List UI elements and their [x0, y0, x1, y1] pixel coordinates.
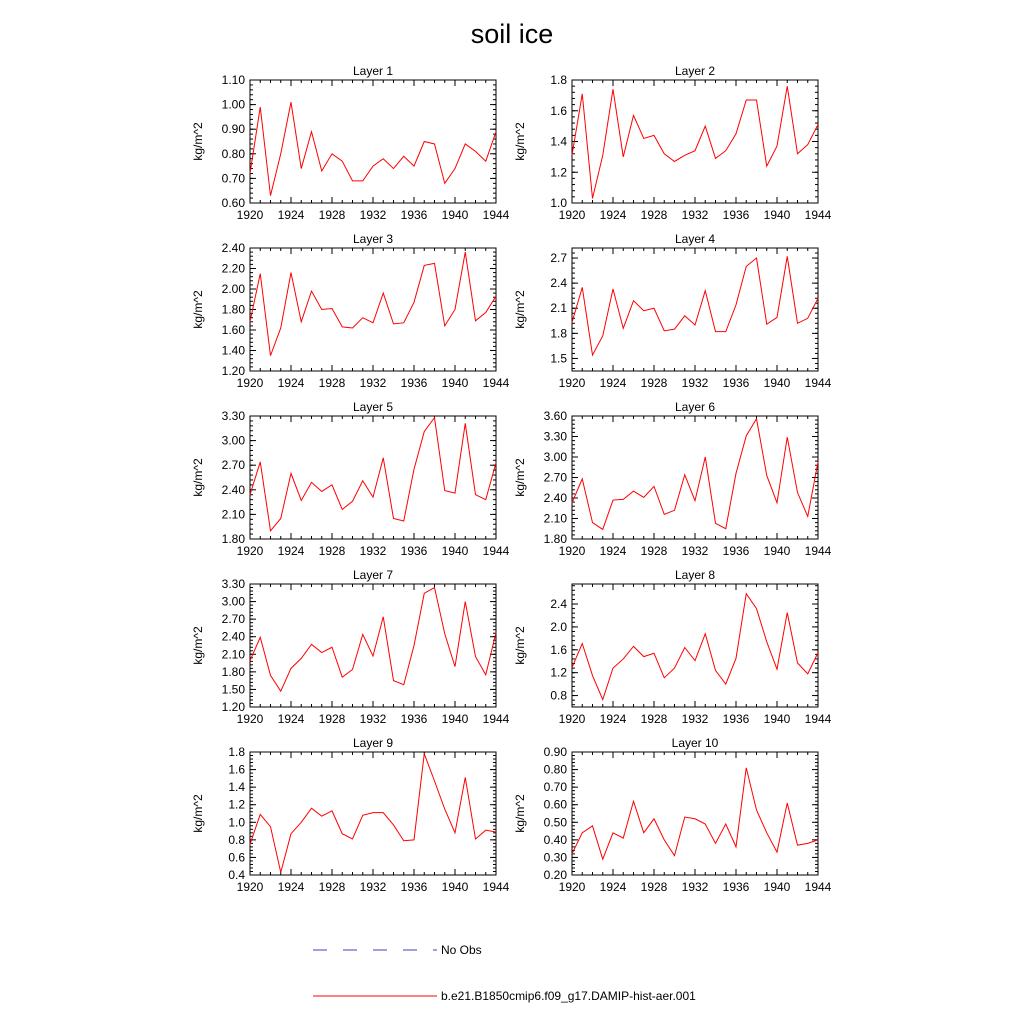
y-tick-label: 2.4 [550, 597, 567, 612]
y-axis-label-2: kg/m^2 [513, 122, 527, 161]
series-line-layer-2 [572, 86, 818, 198]
y-tick-label: 1.8 [228, 745, 245, 759]
x-tick-label: 1936 [722, 712, 750, 726]
panel-title-5: Layer 5 [352, 400, 394, 414]
x-tick-label: 1924 [277, 712, 305, 726]
series-line-layer-8 [572, 594, 818, 700]
x-tick-label: 1932 [681, 880, 709, 894]
y-tick-label: 1.8 [550, 73, 567, 87]
legend-label-model-run: b.e21.B1850cmip6.f09_g17.DAMIP-hist-aer.001 [441, 989, 696, 1003]
x-tick-label: 1936 [400, 712, 428, 726]
panel-layer-7 [191, 568, 510, 726]
y-tick-label: 2.10 [543, 511, 567, 526]
y-tick-label: 0.8 [228, 832, 245, 847]
y-tick-label: 0.90 [543, 745, 567, 759]
x-tick-label: 1932 [359, 880, 387, 894]
x-tick-label: 1932 [359, 376, 387, 390]
y-tick-label: 2.70 [221, 458, 245, 473]
y-tick-label: 3.60 [543, 409, 567, 423]
panel-title-1: Layer 1 [352, 64, 394, 78]
x-tick-label: 1944 [804, 208, 832, 222]
x-tick-label: 1944 [482, 880, 510, 894]
y-axis-label-4: kg/m^2 [513, 290, 527, 329]
x-tick-label: 1928 [640, 208, 668, 222]
y-tick-label: 0.80 [543, 762, 567, 777]
y-tick-label: 1.50 [221, 682, 245, 697]
y-tick-label: 0.90 [221, 122, 245, 137]
series-line-layer-7 [250, 588, 496, 692]
y-tick-label: 1.20 [221, 364, 245, 378]
panel-title-8: Layer 8 [674, 568, 716, 582]
x-tick-label: 1940 [763, 880, 791, 894]
x-tick-label: 1936 [722, 880, 750, 894]
x-tick-label: 1928 [640, 544, 668, 558]
y-axis-label-7: kg/m^2 [191, 626, 205, 665]
plot-frame-1 [250, 80, 496, 203]
x-tick-label: 1928 [640, 376, 668, 390]
y-tick-label: 0.70 [543, 780, 567, 795]
y-tick-label: 1.6 [228, 762, 245, 777]
y-tick-label: 1.6 [550, 642, 567, 657]
y-tick-label: 0.4 [228, 868, 245, 882]
x-tick-label: 1920 [558, 880, 586, 894]
y-tick-label: 2.40 [221, 482, 245, 497]
series-line-layer-10 [572, 768, 818, 859]
x-tick-label: 1940 [763, 376, 791, 390]
y-axis-label-1: kg/m^2 [191, 122, 205, 161]
y-tick-label: 0.50 [543, 815, 567, 830]
x-tick-label: 1940 [763, 544, 791, 558]
x-tick-label: 1932 [681, 712, 709, 726]
x-tick-label: 1924 [599, 880, 627, 894]
y-tick-label: 0.20 [543, 868, 567, 882]
y-tick-label: 1.20 [221, 700, 245, 714]
plot-frame-7 [250, 584, 496, 707]
series-line-layer-1 [250, 102, 496, 195]
x-tick-label: 1940 [441, 712, 469, 726]
series-line-layer-9 [250, 754, 496, 873]
y-tick-label: 2.10 [221, 507, 245, 522]
panel-layer-8 [513, 568, 832, 726]
x-tick-label: 1928 [640, 880, 668, 894]
y-tick-label: 2.10 [221, 647, 245, 662]
y-tick-label: 1.40 [221, 343, 245, 358]
panel-layer-2 [513, 64, 832, 222]
plot-frame-10 [572, 752, 818, 875]
plot-frame-5 [250, 416, 496, 539]
x-tick-label: 1928 [318, 376, 346, 390]
panel-title-6: Layer 6 [674, 400, 716, 414]
y-tick-label: 1.4 [228, 780, 245, 795]
x-tick-label: 1932 [359, 544, 387, 558]
x-tick-label: 1920 [558, 376, 586, 390]
y-tick-label: 2.20 [221, 261, 245, 276]
legend [313, 943, 696, 1003]
panel-title-7: Layer 7 [352, 568, 394, 582]
y-tick-label: 3.00 [543, 450, 567, 464]
y-axis-label-6: kg/m^2 [513, 458, 527, 497]
panel-layer-4 [513, 232, 832, 390]
x-tick-label: 1932 [681, 376, 709, 390]
y-tick-label: 1.80 [543, 532, 567, 546]
x-tick-label: 1924 [599, 208, 627, 222]
panel-title-4: Layer 4 [674, 232, 716, 246]
y-tick-label: 1.6 [550, 103, 567, 118]
y-tick-label: 2.70 [221, 612, 245, 627]
y-tick-label: 3.30 [221, 577, 245, 591]
y-tick-label: 2.40 [221, 241, 245, 255]
y-tick-label: 2.0 [550, 619, 567, 634]
x-tick-label: 1924 [599, 376, 627, 390]
x-tick-label: 1932 [681, 544, 709, 558]
legend-label-no-obs: No Obs [441, 943, 482, 957]
y-tick-label: 1.00 [221, 97, 245, 112]
panel-title-3: Layer 3 [352, 232, 394, 246]
y-axis-label-10: kg/m^2 [513, 794, 527, 833]
x-tick-label: 1920 [236, 712, 264, 726]
y-tick-label: 1.80 [221, 302, 245, 317]
x-tick-label: 1920 [236, 880, 264, 894]
x-tick-label: 1932 [359, 208, 387, 222]
y-tick-label: 1.4 [550, 134, 567, 149]
y-tick-label: 2.70 [543, 470, 567, 485]
y-tick-label: 1.2 [550, 165, 567, 180]
y-tick-label: 3.30 [543, 429, 567, 444]
x-tick-label: 1928 [318, 208, 346, 222]
y-tick-label: 0.8 [550, 688, 567, 703]
x-tick-label: 1924 [599, 712, 627, 726]
y-tick-label: 2.7 [550, 251, 567, 266]
x-tick-label: 1928 [318, 544, 346, 558]
y-tick-label: 3.00 [221, 433, 245, 448]
x-tick-label: 1920 [558, 208, 586, 222]
x-tick-label: 1944 [482, 208, 510, 222]
x-tick-label: 1936 [722, 208, 750, 222]
panel-title-9: Layer 9 [352, 736, 394, 750]
x-tick-label: 1928 [318, 712, 346, 726]
y-tick-label: 1.80 [221, 664, 245, 679]
panels-grid [191, 64, 832, 894]
x-tick-label: 1932 [681, 208, 709, 222]
y-tick-label: 1.5 [550, 351, 567, 366]
x-tick-label: 1944 [804, 712, 832, 726]
y-axis-label-8: kg/m^2 [513, 626, 527, 665]
series-line-layer-3 [250, 252, 496, 356]
series-line-layer-5 [250, 418, 496, 531]
x-tick-label: 1928 [318, 880, 346, 894]
x-tick-label: 1936 [400, 376, 428, 390]
y-tick-label: 0.80 [221, 146, 245, 161]
y-tick-label: 1.0 [550, 196, 567, 210]
x-tick-label: 1924 [277, 208, 305, 222]
series-line-layer-6 [572, 419, 818, 530]
x-tick-label: 1924 [277, 376, 305, 390]
x-tick-label: 1944 [804, 376, 832, 390]
x-tick-label: 1924 [277, 880, 305, 894]
y-tick-label: 2.00 [221, 282, 245, 296]
y-tick-label: 3.30 [221, 409, 245, 423]
x-tick-label: 1924 [599, 544, 627, 558]
y-tick-label: 0.60 [543, 797, 567, 812]
y-tick-label: 0.70 [221, 171, 245, 186]
panel-layer-3 [191, 232, 510, 390]
y-tick-label: 0.60 [221, 196, 245, 210]
y-tick-label: 1.60 [221, 323, 245, 337]
x-tick-label: 1920 [558, 712, 586, 726]
panel-layer-9 [191, 736, 510, 894]
x-tick-label: 1944 [482, 544, 510, 558]
panel-layer-6 [513, 400, 832, 558]
y-axis-label-9: kg/m^2 [191, 794, 205, 833]
y-tick-label: 1.2 [550, 665, 567, 680]
panel-layer-1 [191, 64, 510, 222]
x-tick-label: 1940 [441, 544, 469, 558]
x-tick-label: 1940 [441, 880, 469, 894]
x-tick-label: 1944 [482, 376, 510, 390]
series-line-layer-4 [572, 256, 818, 355]
x-tick-label: 1936 [722, 376, 750, 390]
x-tick-label: 1932 [359, 712, 387, 726]
x-tick-label: 1944 [804, 880, 832, 894]
x-tick-label: 1920 [236, 376, 264, 390]
y-axis-label-3: kg/m^2 [191, 290, 205, 329]
panel-title-2: Layer 2 [674, 64, 716, 78]
y-tick-label: 1.80 [221, 532, 245, 546]
y-axis-label-5: kg/m^2 [191, 458, 205, 497]
plot-frame-3 [250, 248, 496, 371]
y-tick-label: 3.00 [221, 594, 245, 609]
x-tick-label: 1920 [236, 208, 264, 222]
y-tick-label: 0.40 [543, 832, 567, 847]
x-tick-label: 1940 [441, 208, 469, 222]
x-tick-label: 1920 [236, 544, 264, 558]
x-tick-label: 1936 [722, 544, 750, 558]
x-tick-label: 1944 [482, 712, 510, 726]
y-tick-label: 1.8 [550, 326, 567, 341]
x-tick-label: 1940 [763, 208, 791, 222]
y-tick-label: 0.6 [228, 850, 245, 865]
y-tick-label: 2.40 [221, 629, 245, 644]
x-tick-label: 1936 [400, 544, 428, 558]
panel-title-10: Layer 10 [671, 736, 719, 750]
y-tick-label: 1.10 [221, 73, 245, 87]
plot-frame-9 [250, 752, 496, 875]
x-tick-label: 1944 [804, 544, 832, 558]
x-tick-label: 1936 [400, 880, 428, 894]
x-tick-label: 1928 [640, 712, 668, 726]
x-tick-label: 1936 [400, 208, 428, 222]
y-tick-label: 2.40 [543, 491, 567, 505]
plot-frame-2 [572, 80, 818, 203]
y-tick-label: 0.30 [543, 850, 567, 865]
x-tick-label: 1924 [277, 544, 305, 558]
y-tick-label: 2.4 [550, 276, 567, 291]
y-tick-label: 1.0 [228, 815, 245, 830]
x-tick-label: 1920 [558, 544, 586, 558]
panel-layer-10 [513, 736, 832, 894]
panel-layer-5 [191, 400, 510, 558]
x-tick-label: 1940 [441, 376, 469, 390]
y-tick-label: 1.2 [228, 797, 245, 812]
y-tick-label: 2.1 [550, 301, 567, 316]
figure-title: soil ice [470, 19, 554, 49]
x-tick-label: 1940 [763, 712, 791, 726]
